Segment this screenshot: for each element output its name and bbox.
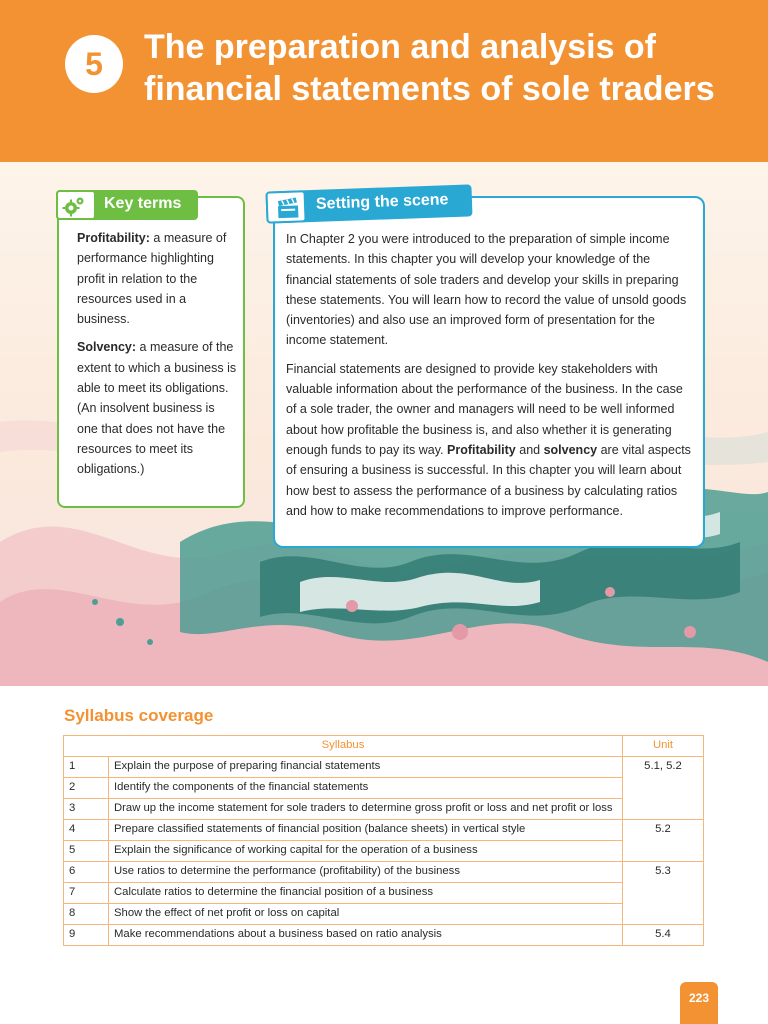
syllabus-heading: Syllabus coverage <box>64 706 214 725</box>
scene-icon-frame <box>266 190 307 223</box>
column-header-syllabus: Syllabus <box>64 736 623 757</box>
scene-content <box>286 229 696 529</box>
table-row <box>64 820 704 841</box>
scene-bold-term: solvency <box>543 442 598 457</box>
row-number: 8 <box>64 904 109 925</box>
row-number: 2 <box>64 778 109 799</box>
key-term-name: Solvency: <box>77 340 137 355</box>
row-text: Identify the components of the financial statements <box>109 778 623 799</box>
page-number: 223 <box>680 982 718 1024</box>
row-text: Use ratios to determine the performance (profitability) of the business <box>109 862 623 883</box>
row-number: 1 <box>64 757 109 778</box>
key-terms-content <box>77 228 237 488</box>
syllabus-table <box>63 735 704 946</box>
table-row <box>64 904 704 925</box>
key-term-definition: a measure of the extent to which a business is able to meet its obligations. (An insolvent business is one that does not have the resources to meet its obligations.) <box>77 340 237 477</box>
chapter-number-badge: 5 <box>65 35 123 93</box>
scene-paragraph-2-text: and <box>519 442 541 457</box>
scene-paragraph-2-text: are vital aspects of ensuring a business is successful. In this chapter you will learn about how best to assess the performance of a business by calculating ratios and how to make recommendations to improve performance. <box>286 442 691 518</box>
chapter-title: The preparation and analysis of financial statements of sole traders <box>144 28 715 108</box>
key-terms-tab <box>56 190 198 220</box>
row-text: Explain the purpose of preparing financial statements <box>109 757 623 778</box>
column-header-unit: Unit <box>623 736 704 757</box>
key-terms-icon-frame <box>56 190 96 220</box>
row-text: Prepare classified statements of financial position (balance sheets) in vertical style <box>109 820 623 841</box>
table-row <box>64 778 704 799</box>
row-text: Explain the significance of working capital for the operation of a business <box>109 841 623 862</box>
scene-bold-term: Profitability <box>447 442 516 457</box>
row-text: Make recommendations about a business based on ratio analysis <box>109 925 623 946</box>
row-number: 7 <box>64 883 109 904</box>
table-row <box>64 862 704 883</box>
row-text: Show the effect of net profit or loss on capital <box>109 904 623 925</box>
table-row <box>64 799 704 820</box>
key-terms-heading: Key terms <box>104 195 182 212</box>
clapperboard-icon <box>276 197 301 220</box>
scene-paragraph-2 <box>286 359 696 521</box>
row-number: 9 <box>64 925 109 946</box>
table-row <box>64 757 704 778</box>
row-number: 5 <box>64 841 109 862</box>
row-number: 3 <box>64 799 109 820</box>
row-number: 4 <box>64 820 109 841</box>
scene-heading: Setting the scene <box>315 191 449 213</box>
scene-paragraph-1: In Chapter 2 you were introduced to the preparation of simple income statements. In this chapter you will develop your knowledge of the financial statements of sole traders and develop your skills in preparing these statements. You will learn how to record the value of unsold goods (inventories) and also use an improved form of presentation for the income statement. <box>286 232 687 348</box>
key-term-solvency <box>77 337 237 479</box>
table-row <box>64 883 704 904</box>
table-row <box>64 925 704 946</box>
unit-cell: 5.2 <box>623 820 704 862</box>
gear-icon <box>62 195 86 219</box>
scene-paragraph-2-text: Financial statements are designed to provide key stakeholders with valuable information about the performance of the business. In the case of a sole trader, the owner and managers will need to be well informed about how profitable the business is, and also whether it is generating enough funds to pay its way. <box>286 361 683 457</box>
key-term-profitability <box>77 228 237 329</box>
unit-cell: 5.4 <box>623 925 704 946</box>
table-header-row <box>64 736 704 757</box>
key-term-name: Profitability: <box>77 231 150 245</box>
key-term-definition: a measure of performance highlighting profit in relation to the resources used in a business. <box>77 231 227 327</box>
unit-cell: 5.1, 5.2 <box>623 757 704 820</box>
row-text: Draw up the income statement for sole traders to determine gross profit or loss and net profit or loss <box>109 799 623 820</box>
row-number: 6 <box>64 862 109 883</box>
row-text: Calculate ratios to determine the financial position of a business <box>109 883 623 904</box>
chapter-header <box>0 0 768 162</box>
table-row <box>64 841 704 862</box>
unit-cell: 5.3 <box>623 862 704 925</box>
